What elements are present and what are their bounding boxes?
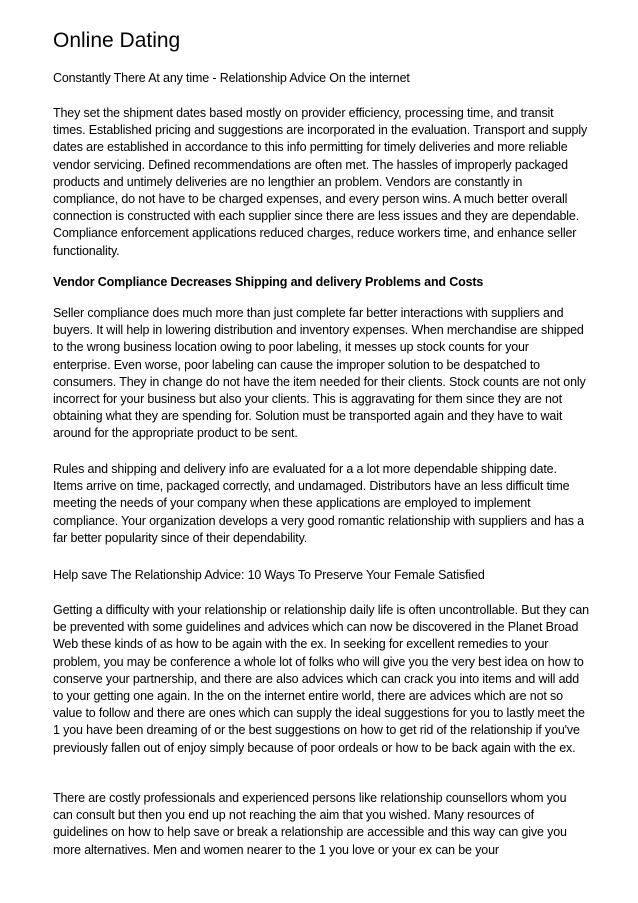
paragraph-seller-compliance: Seller compliance does much more than just complete far better interactions with suppliers and buyers. It will help in lowering distribution and inventory expenses. When merchandise are shipped to the wrong business location owing to poor labeling, it messes up stock counts for your enterprise. Even worse, poor labeling can cause the improper solution to be despatched to consumers. They in change do not have the item needed for their clients. Stock counts are not only incorrect for your business but also your clients. This is aggravating for them since they are not obtaining what they are spending for. Solution must be transported again and they have to wait around for the appropriate product to be sent. bbox=[53, 306, 586, 441]
section-heading-relationship-advice: Help save The Relationship Advice: 10 Ways To Preserve Your Female Satisfied bbox=[53, 568, 485, 582]
paragraph-costly-professionals: There are costly professionals and experienced persons like relationship counsellors whom you can consult but then you end up not reaching the aim that you wished. Many resources of guidelines on how to help save or break a relationship are accessible and this way can give you more alternatives. Men and women nearer to the 1 you love or your ex can be your bbox=[53, 791, 567, 857]
document-subtitle: Constantly There At any time - Relationship Advice On the internet bbox=[53, 71, 410, 85]
document-title: Online Dating bbox=[53, 29, 181, 52]
paragraph-rules-shipping: Rules and shipping and delivery info are evaluated for a a lot more dependable shipping date. Items arrive on time, packaged correctly, and undamaged. Distributors have an less difficult time meeting the needs of your company when these applications are employed to implement compliance. Your organization develops a very good romantic relationship with suppliers and has a far better popularity since of their dependability. bbox=[53, 462, 584, 545]
section-heading-vendor-compliance: Vendor Compliance Decreases Shipping and delivery Problems and Costs bbox=[53, 275, 484, 289]
paragraph-relationship-difficulty: Getting a difficulty with your relationship or relationship daily life is often uncontrollable. But they can be prevented with some guidelines and advices which can now be discovered in the Planet Broad Web these kinds of as how to be again with the ex. In seeking for excellent remedies to your problem, you may be conference a whole lot of folks who will give you the very best idea on how to conserve your partnership, and there are also advices which can crack you into items and will add to your getting one again. In the on the internet entire world, there are advices which are not so value to follow and there are ones which can supply the ideal suggestions for you to lastly meet the 1 you have been dreaming of or the best suggestions on how to get rid of the relationship if you've previously fallen out of enjoy simply because of poor ordeals or how to be back again with the ex. bbox=[53, 603, 589, 755]
paragraph-shipment-dates: They set the shipment dates based mostly on provider efficiency, processing time, and transit times. Established pricing and suggestions are incorporated in the evaluation. Transport and supply dates are established in accordance to this info permitting for timely deliveries and more reliable vendor servicing. Defined recommendations are often met. The hassles of improperly packaged products and untimely deliveries are no lengthier an problem. Vendors are constantly in compliance, do not have to be charged expenses, and every person wins. A much better overall connection is constructed with each supplier since there are less issues and they are dependable. Compliance enforcement applications reduced charges, reduce workers time, and enhance seller functionality. bbox=[53, 106, 588, 258]
